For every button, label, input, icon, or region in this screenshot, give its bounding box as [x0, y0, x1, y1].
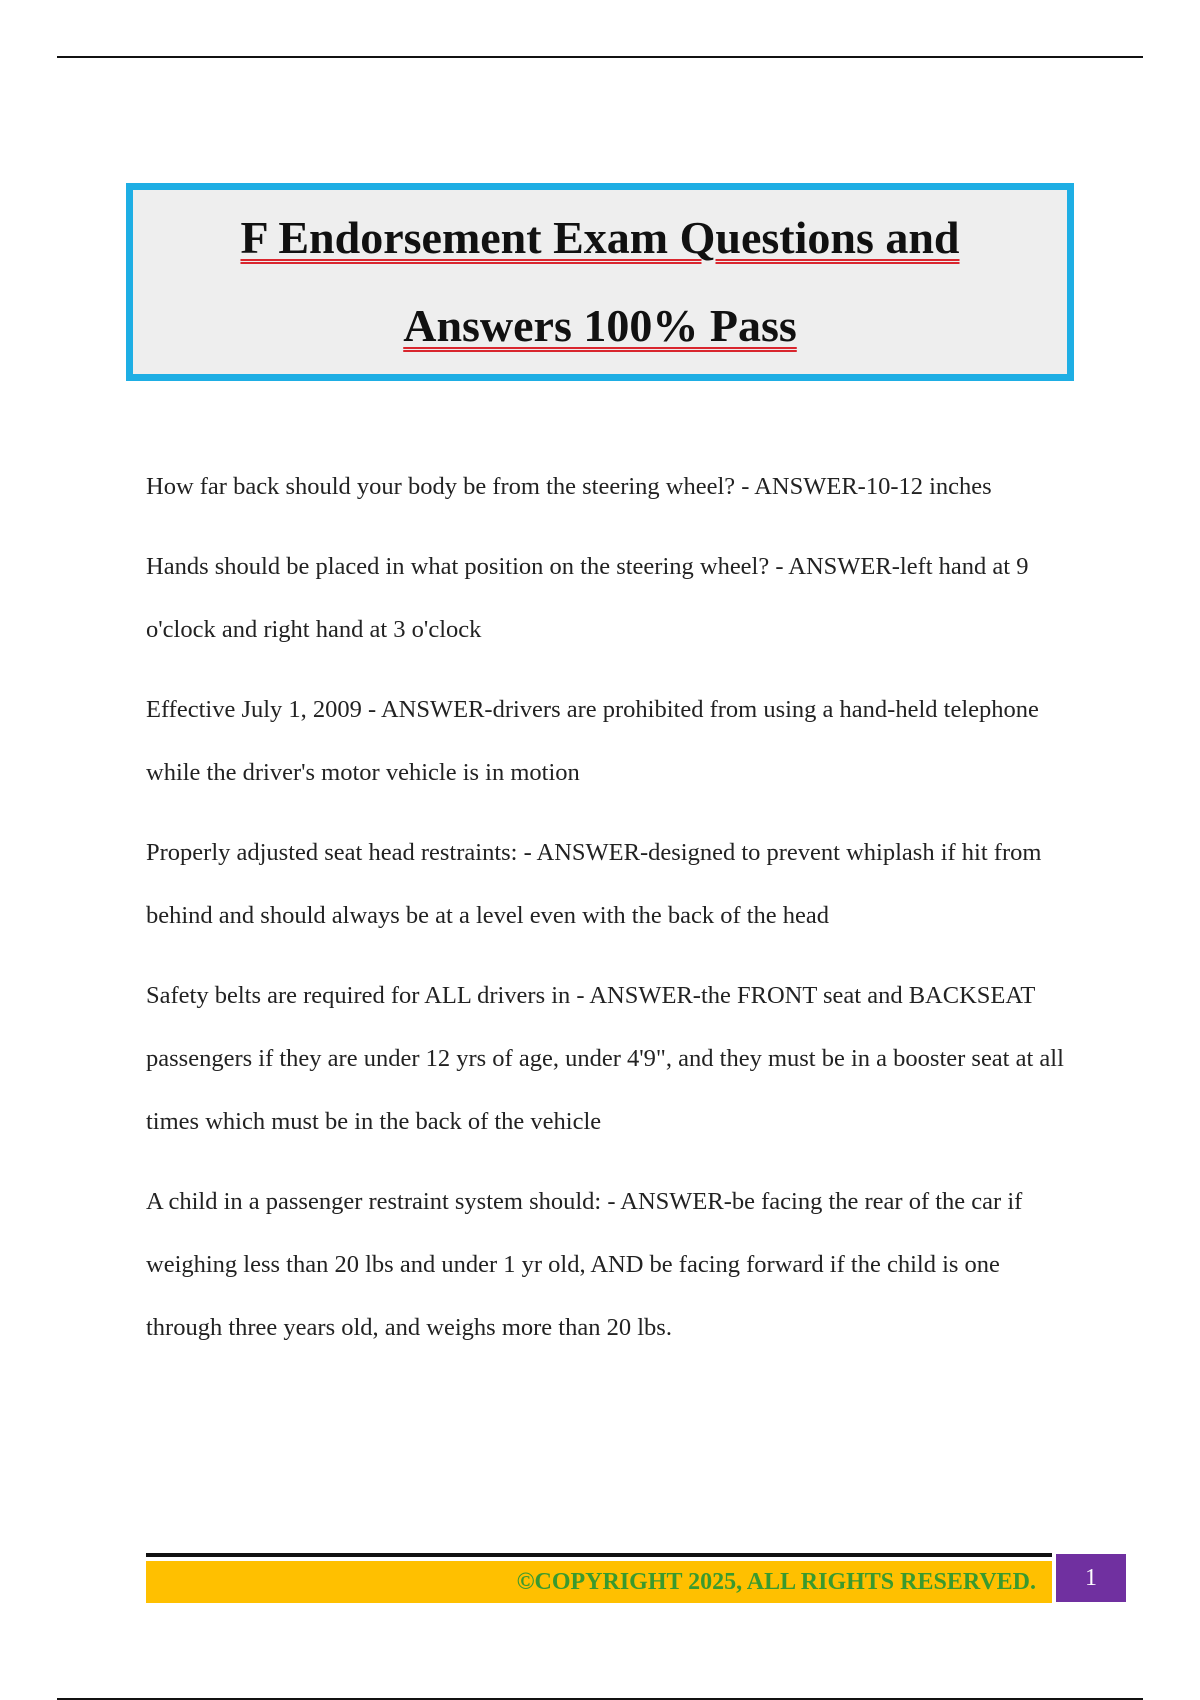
footer-rule — [146, 1553, 1052, 1557]
qa-item-1: How far back should your body be from the steering wheel? - ANSWER-10-12 inches — [146, 473, 992, 500]
header-rule — [57, 56, 1143, 58]
footer-banner — [146, 1561, 1052, 1603]
qa-item-6: A child in a passenger restraint system should: - ANSWER-be facing the rear of the car if weighing less than 20 lbs and under 1 yr old, AND be facing forward if the child is one through three years old, and weighs more than 20 lbs. — [146, 1188, 1023, 1341]
qa-list — [146, 455, 1066, 1376]
qa-item-4: Properly adjusted seat head restraints: - ANSWER-designed to prevent whiplash if hit from behind and should always be at a level even with the back of the head — [146, 839, 1042, 929]
footer-bar — [146, 1553, 1052, 1603]
page-number: 1 — [1085, 1564, 1097, 1591]
title-line-1: F Endorsement Exam Questions and — [240, 212, 960, 263]
qa-item-2: Hands should be placed in what position on the steering wheel? - ANSWER-left hand at 9 o'clock and right hand at 3 o'clock — [146, 553, 1029, 643]
copyright-text: ©COPYRIGHT 2025, ALL RIGHTS RESERVED. — [516, 1568, 1036, 1595]
page-number-box — [1056, 1554, 1126, 1602]
qa-item-5: Safety belts are required for ALL drivers in - ANSWER-the FRONT seat and BACKSEAT passengers if they are under 12 yrs of age, under 4'9", and they must be in a booster seat at all times which must be in the back of the vehicle — [146, 982, 1064, 1135]
title-box — [126, 183, 1074, 381]
title-line-2: Answers 100% Pass — [403, 300, 797, 351]
qa-item-3: Effective July 1, 2009 - ANSWER-drivers are prohibited from using a hand-held telephone while the driver's motor vehicle is in motion — [146, 696, 1039, 786]
